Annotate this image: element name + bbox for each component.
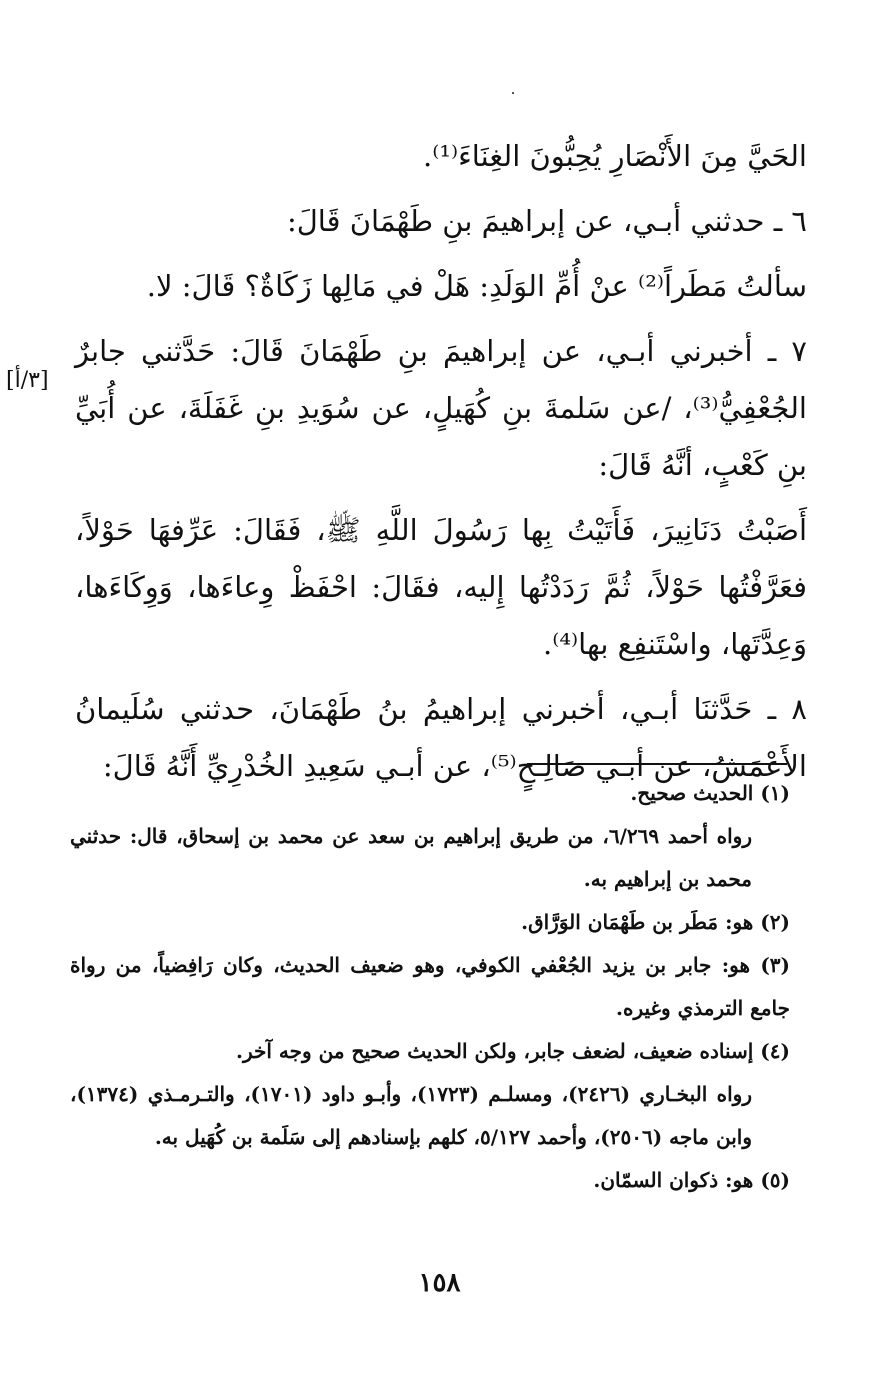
footnote-1-source: رواه أحمد ٦/٢٦٩، من طريق إبراهيم بن سعد عن محمد بن إسحاق، قال: حدثني محمد بن إبراهيم به. [70,824,752,891]
paragraph-gap [75,250,807,258]
margin-folio-reference: [٣/أ] [6,368,49,393]
paragraph-6-text: سألتُ مَطَراً⁽²⁾ عنْ أُمِّ الوَلَدِ: هَلْ في مَالِها زَكَاةٌ؟ قَالَ: لا. [146,269,807,303]
paragraph-gap [75,673,807,681]
footnote-2: (٢) هو: مَطَر بن طَهْمَان الوَرَّاق. [521,910,790,934]
paragraph-gap [75,494,807,502]
footnote-4: (٤) إسناده ضعيف، لضعف جابر، ولكن الحديث صحيح من وجه آخر. [236,1039,790,1063]
speck-mark [512,92,514,94]
footnote-5: (٥) هو: ذكوان السمّان. [593,1168,790,1192]
paragraph-gap [75,315,807,323]
footnote-3: (٣) هو: جابر بن يزيد الجُعْفي الكوفي، وهو ضعيف الحديث، وكان رَافِضياً، من رواة جامع الترمذي وغيره. [70,953,790,1020]
paragraph-8: ٨ ـ حَدَّثنَا أبـي، أخبرني إبراهيمُ بنُ طَهْمَانَ، حدثني سُلَيمانُ الأَعْمَشُ، عن أبـي صَالِـحٍ⁽⁵⁾، عن أبـي سَعِيدِ الخُدْرِيِّ أَنَّهُ قَالَ: [75,692,807,783]
footnote-1: (١) الحديث صحيح. [630,781,790,805]
paragraph-gap [75,185,807,193]
footnote-divider [527,763,787,765]
page-number: ١٥٨ [418,1268,461,1298]
paragraph-7: ٧ ـ أخبرني أبـي، عن إبراهيمَ بنِ طَهْمَانَ قَالَ: حَدَّثني جابرٌ الجُعْفِيُّ⁽³⁾، /عن سَلمةَ بنِ كُهَيلٍ، عن سُوَيدِ بنِ غَفَلَةَ، عن أُبَيِّ بنِ كَعْبٍ، أنَّهُ قَالَ: [75,334,807,482]
main-text [75,128,807,795]
paragraph-6: ٦ ـ حدثني أبـي، عن إبراهيمَ بنِ طَهْمَانَ قَالَ: [286,204,807,238]
footnote-4-source: رواه البخـاري (٢٤٢٦)، ومسلـم (١٧٢٣)، وأبـو داود (١٧٠١)، والتـرمـذي (١٣٧٤)، وابن ماجه (٢٥٠٦)، وأحمد ٥/١٢٧، كلهم بإسنادهم إلى سَلَمة بن كُهَيل به. [70,1082,752,1149]
paragraph-1: الحَيَّ مِنَ الأَنْصَارِ يُحِبُّونَ الغِنَاءَ⁽¹⁾. [423,139,807,173]
paragraph-7-text: أَصَبْتُ دَنَانِيرَ، فَأَتَيْتُ بِها رَسُولَ اللَّهِ ﷺ، فَقَالَ: عَرِّفهَا حَوْلاً، فعَرَّفْتُها حَوْلاً، ثُمَّ رَدَدْتُها إِليه، فقَالَ: احْفَظْ وِعاءَها، وَوِكَاءَها، وَعِدَّتَها، واسْتَنفِع بها⁽⁴⁾. [75,513,807,661]
footnotes [70,772,790,1202]
